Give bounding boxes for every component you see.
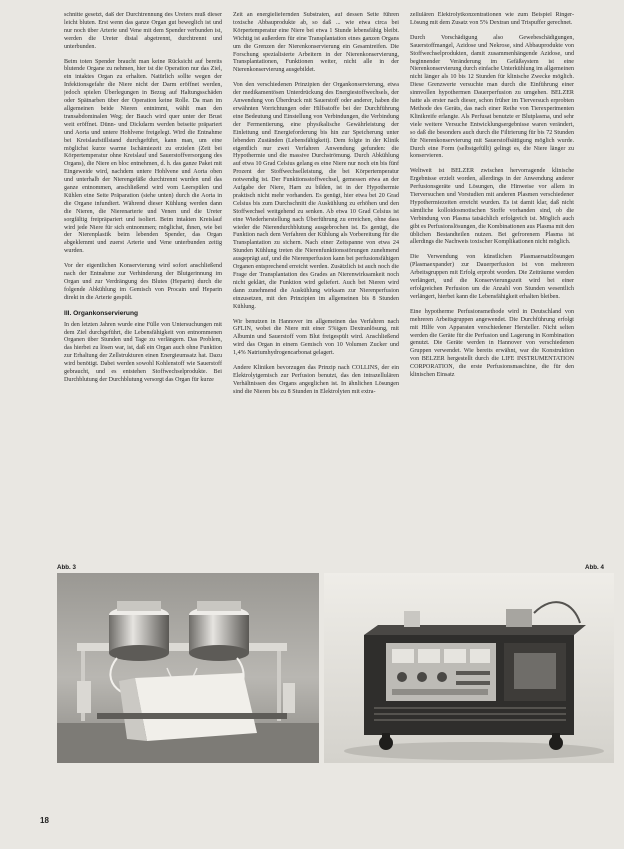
section-heading: III. Organkonservierung — [64, 309, 139, 317]
paragraph: Zeit an energieliefernden Substraten, auf dessen Seite führen toxische Abbauprodukte ab, so daß ... wie etwa circa bei Körpertemperatur eine Niere bei etwa 1 Stunde lebensfähig bleibt. Wichtig ist außerdem für eine Transplantation eines ganzen Organs um die Grenzen der Nierenkonservierung ein Gesamtreifen. Die Forschung spezialisierte Arbeitern in der Nierenkonservierung, Transplantationen, Funktionen weiter, nicht alle in der Nierenkonservierung ausgebildet. — [233, 12, 399, 74]
paragraph: Beim toten Spender braucht man keine Rücksicht auf bereits blutende Organe zu nehmen, hier ist die Operation nur das Ziel, ein intaktes Organ zu erhalten. Natürlich sollte wegen der Infektionsgefahr die Niere nicht der Darm eröffnet werden, jedoch spielen Überlegungen in Bezug auf Haltungsschäden oder Spätnarben über der Operation keine Rolle. Da man im allgemeinen beide Nieren entnimmt, wählt man den transabdominalen Weg; der Bauch wird quer unter der Brust weit eröffnet. Dünn- und Dickdarm werden beiseite präpariert und Aorta und untere Hohlvene freigelegt. Wird die Entnahme bei Kreislaufstillstand durchgeführt, kann man, um eine möglichst kurze warme Ischämiezeit zu erzielen (Zeit bei Körpertemperatur ohne Kreislauf und Sauerstoffversorgung des Organs), die Niere en bloc entnehmen, d. h. das ganze Paket mit Eingeweide wird, nachdem untere Hohlvene und Aorta oben und unterhalb der Nierengefäße durchtrennt wurden und das ganze entnommen, anschließend wird vom Leerspülen und Kühlen eine Seite Präparation (siehe unten) durch die Aorta in die Organe infundiert. Während dieser Kühlung werden dann die Nieren, die Nierenarterie und Venen und die Ureter sorgfältig freipräpariert und isoliert. Beim intakten Kreislauf wird jede Niere für sich entnommen; möglichst, ihnen, wie bei der Nierenplastik beim lebenden Spender, das Organ abgeklemmt und zuerst Arterie und Vene unterbunden zeitig wurden. — [64, 58, 222, 255]
paragraph: Wir benutzen in Hannover im allgemeinen das Verfahren nach GFLIN, wobei die Niere mit einer 5%igen Dextranlösung, mit Albumin und Sauerstoff vom Blut freigespült wird. Anschließend wird das Organ in einem Gemisch von 10 Volumen Zucker und 1,4% Natriumhydrogencarbonat gelagert. — [233, 318, 399, 357]
page-number: 18 — [40, 816, 49, 825]
text-column-3 — [410, 12, 574, 557]
paragraph: Vor der eigentlichen Konservierung wird sofort anschließend nach der Entnahme zur Verhinderung der Blutgerinnung im Organ und zur Verdrängung des Blutes (Heparin) durch die folgende Abkühlung im Gemisch von Procain und Heparin direkt in die Arterie gespült. — [64, 263, 222, 301]
figure-4-label: Abb. 4 — [585, 564, 604, 571]
paragraph: Weltweit ist BELZER zwischen hervorragende klinische Ergebnisse erzielt worden, allerdings in der Anwendung anderer Perfusionsgeräte und Lösungen, die Hinweise vor allem in Tierversuchen und Vorstudien mit anderen Plasmen verschiedener Hypothermiezeiten erreicht wurden. Es ist damit klar, daß nicht sämtliche kolloidosmotischen Stoffe vorhanden sind, ob die Verbindung von Plasma tatsächlich erfolgreich ist. Möglich auch gibt es Perfusionslösungen, die Kombinationen aus Plasma mit den üblichen Bestandteilen nutzen. Bei gefrorenem Plasma ist allerdings die Nachweis toxischer Komplikationen nicht möglich. — [410, 168, 574, 246]
paragraph: Eine hypotherme Perfusionsmethode wird in Deutschland von mehreren Arbeitsgruppen angewendet. Die Durchführung erfolgt mit Hilfe von Apparaten verschiedener Hersteller. Nicht selten werden die Geräte für die Perfusion und Lagerung in Kombination genutzt. Die Geräte werden in Hannover von verschiedenen Gruppen verwendet. Wie bereits erwähnt, war die Konstruktion von BELZER hergestellt durch die LIFE INSTRUMENTATION CORPORATION, die erste Perfusionsmaschine, die für den klinischen Einsatz — [410, 308, 574, 379]
text-column-1 — [64, 12, 222, 557]
paragraph: Andere Kliniken bevorzugen das Prinzip nach COLLINS, der ein Elektrolytgemisch zur Perfusion benutzt, das den intrazellulären Verhältnissen des Organs angeglichen ist. In ähnlichen Lösungen sind die Nieren bis zu 8 Stunden in Elektrolyten mit extra- — [233, 365, 399, 395]
paragraph: schnitte gesetzt, daß der Durchtrennung des Ureters muß dieser leicht bluten. Erst wenn das ganze Organ gut beweglich ist und nur noch über Arterie und Vene mit dem Spender verbunden ist, werden die Ureter distal abgetrennt, durchtrennt und unterbunden. — [64, 12, 222, 50]
figure-3-label: Abb. 3 — [57, 564, 76, 571]
perfusion-cart-photo — [324, 573, 614, 763]
paragraph: zellulären Elektrolytkonzentrationen wie zum Beispiel Ringer-Lösung mit dem Zusatz von 5% Dextran und Trispuffer gerechnet. — [410, 12, 574, 26]
paragraph: Durch Vorschädigung also Gewebeschädigungen, Sauerstoffmangel, Azidose und Nekrose, sind Abbauprodukte von Stoffwechselprodukten, damit zusammenhängende Azidose, und beginnender Veränderung im Gefäßsystem ist eine Nierenkonservierung durch einfache Unterkühlung im allgemeinen nicht länger als 10 bis 12 Stunden für klinische Zwecke möglich. Diese Grenzwerte versuchte man durch die Einführung einer sinnvollen hypothermen Dauerperfusion zu umgehen. BELZER hatte als erster nach dieser, schon früher im Tierversuch erprobten Methode des Geräts, das nach einer Reihe von Tierexperimenten Klinikreife erlangte. Als Perfusat benutzte er Blutplasma, und sehr viele weitere Versuche Entwicklungsergebnisse waren verändert, so daß die besonders auch durch die Filtrierung für bis 72 Stunden für Nierenkonservierung mit Sauerstoffsättigung möglich wurde. Durch eine Form (selbstgefüllt) gelingt es, die Niere länger zu konservieren. — [410, 34, 574, 160]
perfusion-apparatus-photo — [57, 573, 319, 763]
paragraph: Von den verschiedenen Prinzipien der Organkonservierung, etwa der medikamentösen Unterdrückung des Energiestoffwechsels, der Anwendung von Überdruck mit Sauerstoff oder anderer, haben die erwähnten Vorrichtungen oder Hilfsstoffe bei der Durchführung eine Bedeutung und Einstellung von Verbindungen, die Verbindung der Fermentierung, eine physikalische Gewährleistung der Einleitung und Energieforderung bis hin zur Speicherung unter lebenden Zuständen (Lebensfähigkeit). Dem folgte in der Klinik eigentlich nur zwei Verfahren Anwendung gefunden: die Hypothermie und die massive Durchströmung. Durch Abkühlung auf etwa 10 Grad Celsius gelang es eine Niere nur noch ein bis fünf Prozent der Stoffwechselleistung, die bei Körpertemperatur notwendig ist. Der Funktionsstoffwechsel, gemessen etwa an der Aufgabe der Niere, Harn zu bilden, ist in der Hypothermie praktisch nicht mehr vorhanden. Es genügt, hier etwa bei 20 Grad Celsius bis zum Durchschnitt die Auskühlung zu erhöhen und den Stoffwechsel weitgehend zu senken. Ab etwa 10 Grad Celsius ist eine Wiederherstellung nach Überführung zu erreichen, ohne dass wieder die Nierendurchblutung ausgebrochen ist. Es genügt, die Funktion nach dem Verfahren der Kühlung als Vorbereitung für die Transplantation zu sichern. Nach einer Zeitspanne von etwa 24 Stunden Kühlung treten die Nierenfunktionsstörungen zunehmend ausgeprägt auf, und die Nierenperfusion kann bei perfusionsfähigen Organen entsprechend erreicht werden. Zusätzlich ist auch noch die Frage der Transplantation des Grades an Nierenwirksamkeit noch nicht geklärt, die Funktion wird geliefert. Auch bei Nieren wird dann zunehmend die Auskühlung wirksam zur Nierenperfusion einzusetzen, mit den Prinzipien im allgemeinen bis 8 Stunden Kühlung. — [233, 82, 399, 310]
paragraph: Die Verwendung von künstlichen Plasmaersatzlösungen (Plasmaexpander) zur Dauerperfusion ist von mehreren Arbeitsgruppen mit Erfolg erprobt worden. Die Zeiträume werden verlängert, und die Konservierungszeit wird bei einer erfolgreichen Perfusion um die Anzahl von Stunden wesentlich verlängert, hierbei kann die Lebensfähigkeit erhalten bleiben. — [410, 254, 574, 300]
paragraph: In den letzten Jahren wurde eine Fülle von Untersuchungen mit dem Ziel durchgeführt, die Lebensfähigkeit von entnommenen Organen über Stunden und Tage zu verlängern. Das Problem, das hierbei zu lösen war, ist, daß ein Organ auch ohne Funktion zur Erhaltung der Zellstrukturen einen Energieumsatz hat. Dazu wird benötigt. Dabei werden sowohl Kohlenstoff wie Sauerstoff gebraucht, und es entstehen Stoffwechselprodukte. Bei Durchblutung der Durchblutung versorgt das Organ für kurze — [64, 321, 222, 383]
text-column-2 — [233, 12, 399, 557]
